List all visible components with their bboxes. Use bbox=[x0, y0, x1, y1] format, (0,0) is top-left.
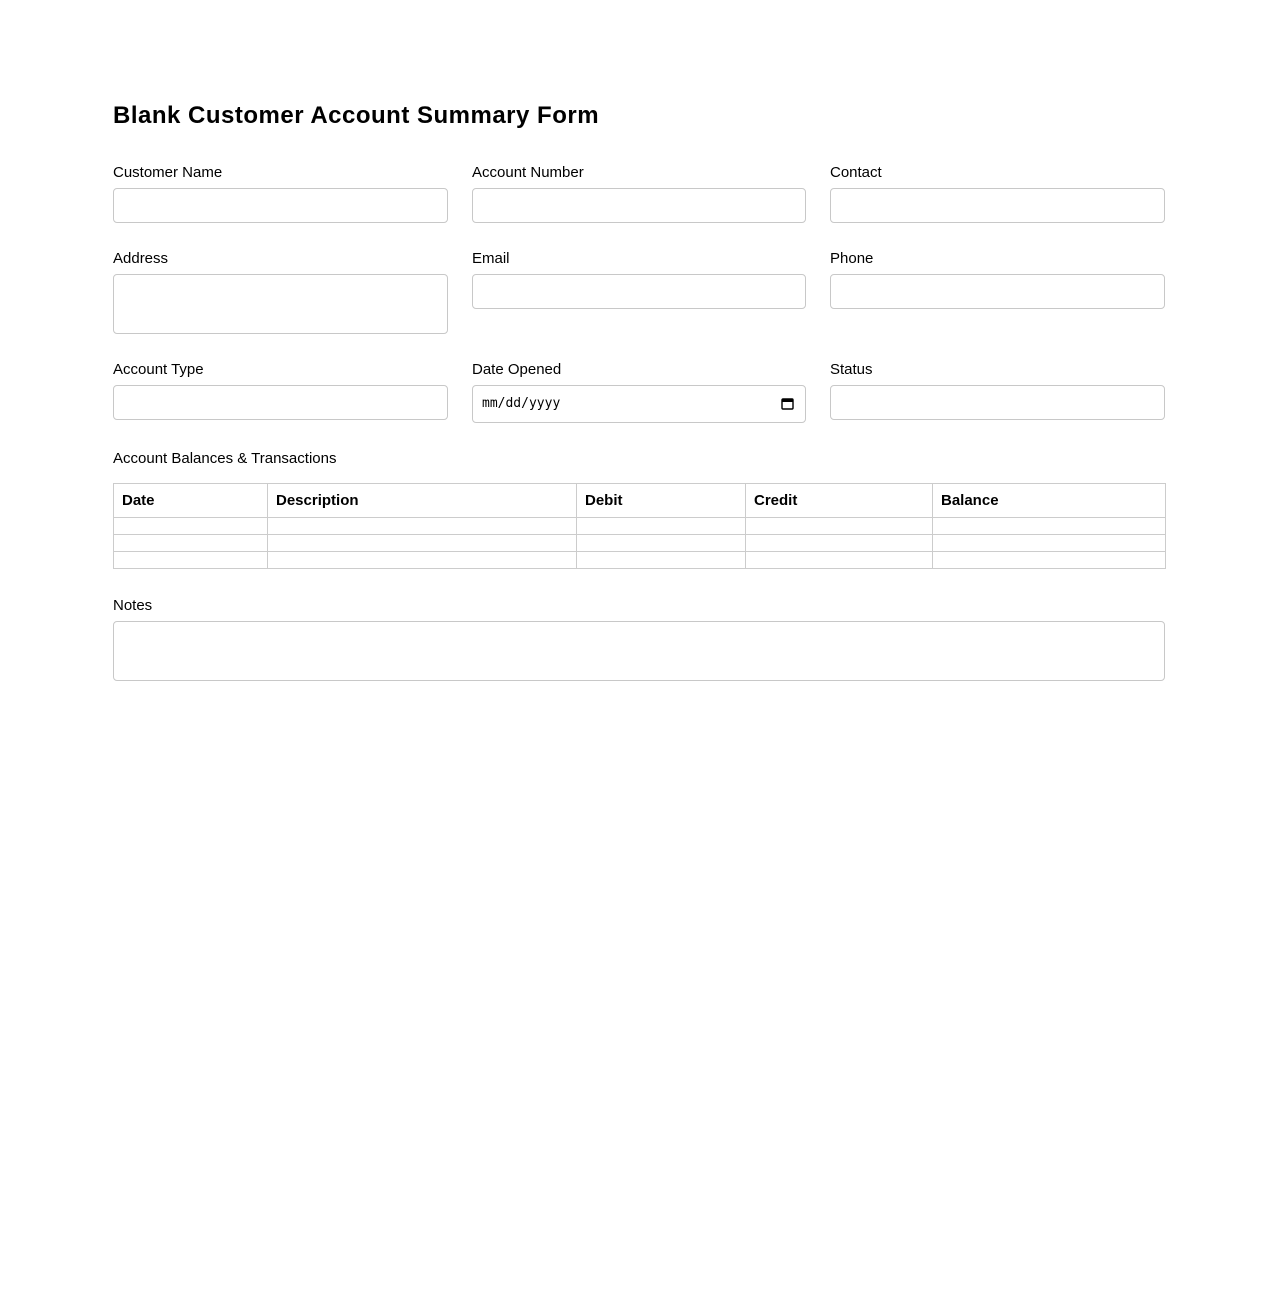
date-opened-label: Date Opened bbox=[472, 361, 562, 378]
table-cell[interactable] bbox=[746, 535, 933, 552]
notes-textarea[interactable] bbox=[113, 621, 1165, 681]
calendar-icon[interactable] bbox=[781, 397, 794, 410]
customer-name-label: Customer Name bbox=[113, 164, 223, 181]
table-cell[interactable] bbox=[268, 535, 577, 552]
phone-field bbox=[830, 250, 1165, 334]
email-field bbox=[472, 250, 806, 334]
address-field bbox=[113, 250, 448, 334]
contact-input[interactable] bbox=[830, 188, 1165, 223]
table-cell[interactable] bbox=[746, 552, 933, 569]
email-input[interactable] bbox=[472, 274, 806, 309]
account-type-label: Account Type bbox=[113, 361, 204, 378]
account-number-label: Account Number bbox=[472, 164, 584, 181]
table-header-row bbox=[114, 484, 1166, 518]
column-header-balance: Balance bbox=[933, 484, 1166, 518]
date-placeholder: mm/dd/yyyy bbox=[482, 396, 561, 411]
email-label: Email bbox=[472, 250, 510, 267]
table-cell[interactable] bbox=[268, 518, 577, 535]
account-type-input[interactable] bbox=[113, 385, 448, 420]
customer-name-field bbox=[113, 164, 448, 223]
table-cell[interactable] bbox=[114, 552, 268, 569]
date-opened-field bbox=[472, 361, 806, 423]
table-cell[interactable] bbox=[933, 552, 1166, 569]
table-cell[interactable] bbox=[268, 552, 577, 569]
status-input[interactable] bbox=[830, 385, 1165, 420]
notes-label: Notes bbox=[113, 597, 153, 614]
contact-label: Contact bbox=[830, 164, 882, 181]
table-cell[interactable] bbox=[577, 552, 746, 569]
column-header-description: Description bbox=[268, 484, 577, 518]
status-field bbox=[830, 361, 1165, 423]
table-cell[interactable] bbox=[114, 518, 268, 535]
customer-name-input[interactable] bbox=[113, 188, 448, 223]
form-row-2 bbox=[113, 250, 1165, 334]
notes-field bbox=[113, 597, 1165, 681]
status-label: Status bbox=[830, 361, 873, 378]
table-row bbox=[114, 552, 1166, 569]
account-type-field bbox=[113, 361, 448, 423]
column-header-debit: Debit bbox=[577, 484, 746, 518]
phone-input[interactable] bbox=[830, 274, 1165, 309]
address-label: Address bbox=[113, 250, 169, 267]
form-row-1 bbox=[113, 164, 1165, 223]
contact-field bbox=[830, 164, 1165, 223]
table-cell[interactable] bbox=[933, 518, 1166, 535]
transactions-table bbox=[113, 483, 1166, 569]
transactions-section-label: Account Balances & Transactions bbox=[113, 450, 337, 467]
table-cell[interactable] bbox=[577, 535, 746, 552]
table-cell[interactable] bbox=[933, 535, 1166, 552]
column-header-credit: Credit bbox=[746, 484, 933, 518]
account-number-field bbox=[472, 164, 806, 223]
table-cell[interactable] bbox=[114, 535, 268, 552]
page-title: Blank Customer Account Summary Form bbox=[113, 102, 600, 129]
column-header-date: Date bbox=[114, 484, 268, 518]
table-row bbox=[114, 535, 1166, 552]
phone-label: Phone bbox=[830, 250, 874, 267]
form-row-3 bbox=[113, 361, 1165, 423]
table-cell[interactable] bbox=[746, 518, 933, 535]
table-row bbox=[114, 518, 1166, 535]
address-textarea[interactable] bbox=[113, 274, 448, 334]
date-opened-input[interactable] bbox=[472, 385, 806, 423]
table-cell[interactable] bbox=[577, 518, 746, 535]
account-number-input[interactable] bbox=[472, 188, 806, 223]
